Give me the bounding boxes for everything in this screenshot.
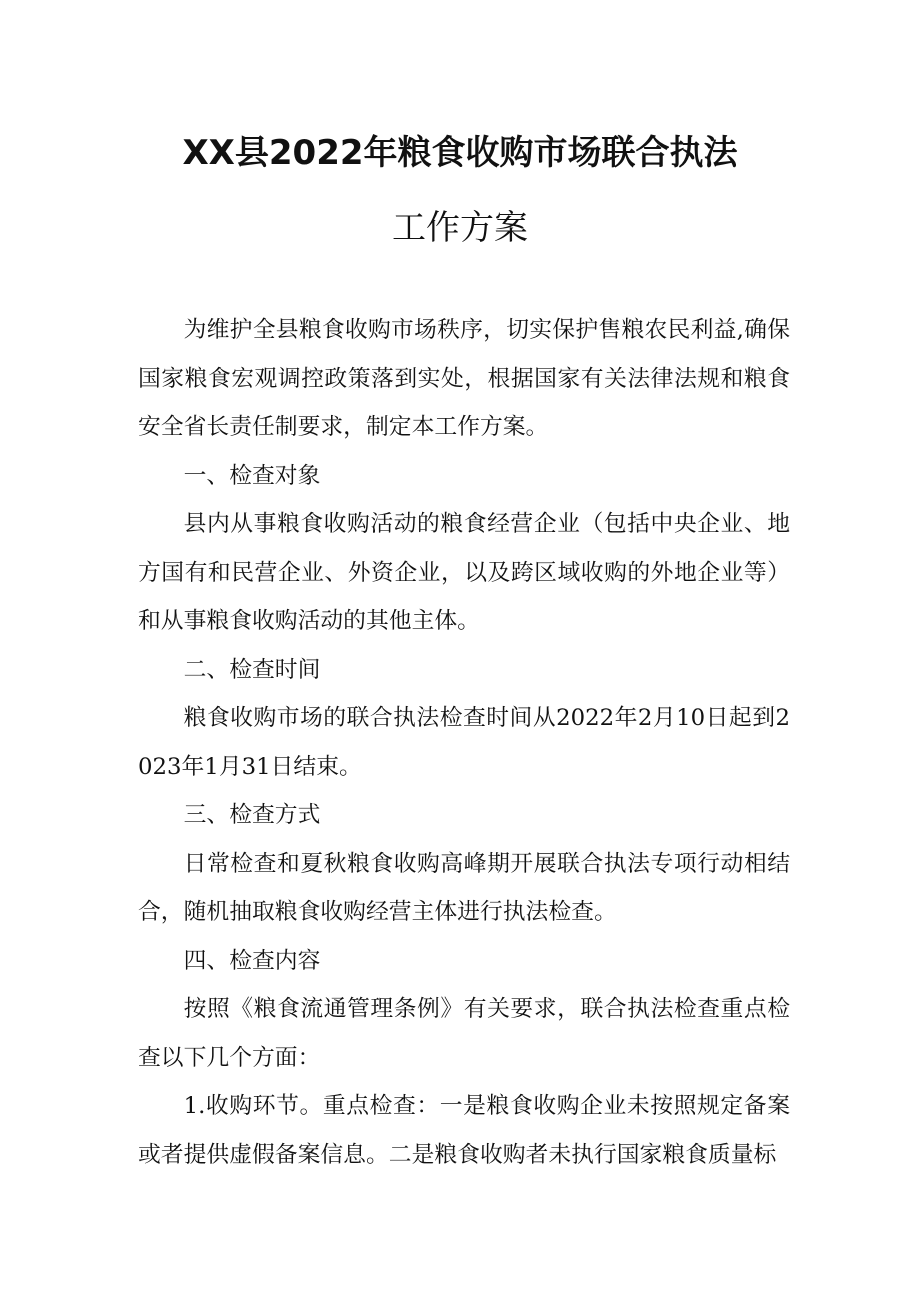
section-paragraph-4: 按照《粮食流通管理条例》有关要求，联合执法检查重点检查以下几个方面： [138,996,790,1071]
section-heading-1: 一、检查对象 [183,462,321,489]
section-paragraph-1: 县内从事粮食收购活动的粮食经营企业（包括中央企业、地方国有和民营企业、外资企业，以及跨区域收购的外地企业等）和从事粮食收购活动的其他主体。 [138,511,790,634]
section-heading-3: 三、检查方式 [183,802,321,828]
intro-paragraph: 为维护全县粮食收购市场秩序，切实保护售粮农民利益,确保国家粮食宏观调控政策落到实处，根据国家有关法律法规和粮食安全省长责任制要求，制定本工作方案。 [138,317,790,440]
section-paragraph-3: 日常检查和夏秋粮食收购高峰期开展联合执法专项行动相结合，随机抽取粮食收购经营主体进行执法检查。 [138,850,790,925]
section-heading-4: 四、检查内容 [183,947,321,974]
section-paragraph-2: 粮食收购市场的联合执法检查时间从2022年2月10日起到2023年1月31日结束。 [138,705,790,780]
section-heading-2: 二、检查时间 [183,656,321,683]
document-body [138,306,790,1179]
document-title-line-2: 工作方案 [392,208,528,248]
section-paragraph-5: 1.收购环节。重点检查：一是粮食收购企业未按照规定备案或者提供虚假备案信息。二是粮食收购者未执行国家粮食质量标 [138,1093,790,1168]
document-title-line-1: XX县2022年粮食收购市场联合执法 [182,133,738,173]
